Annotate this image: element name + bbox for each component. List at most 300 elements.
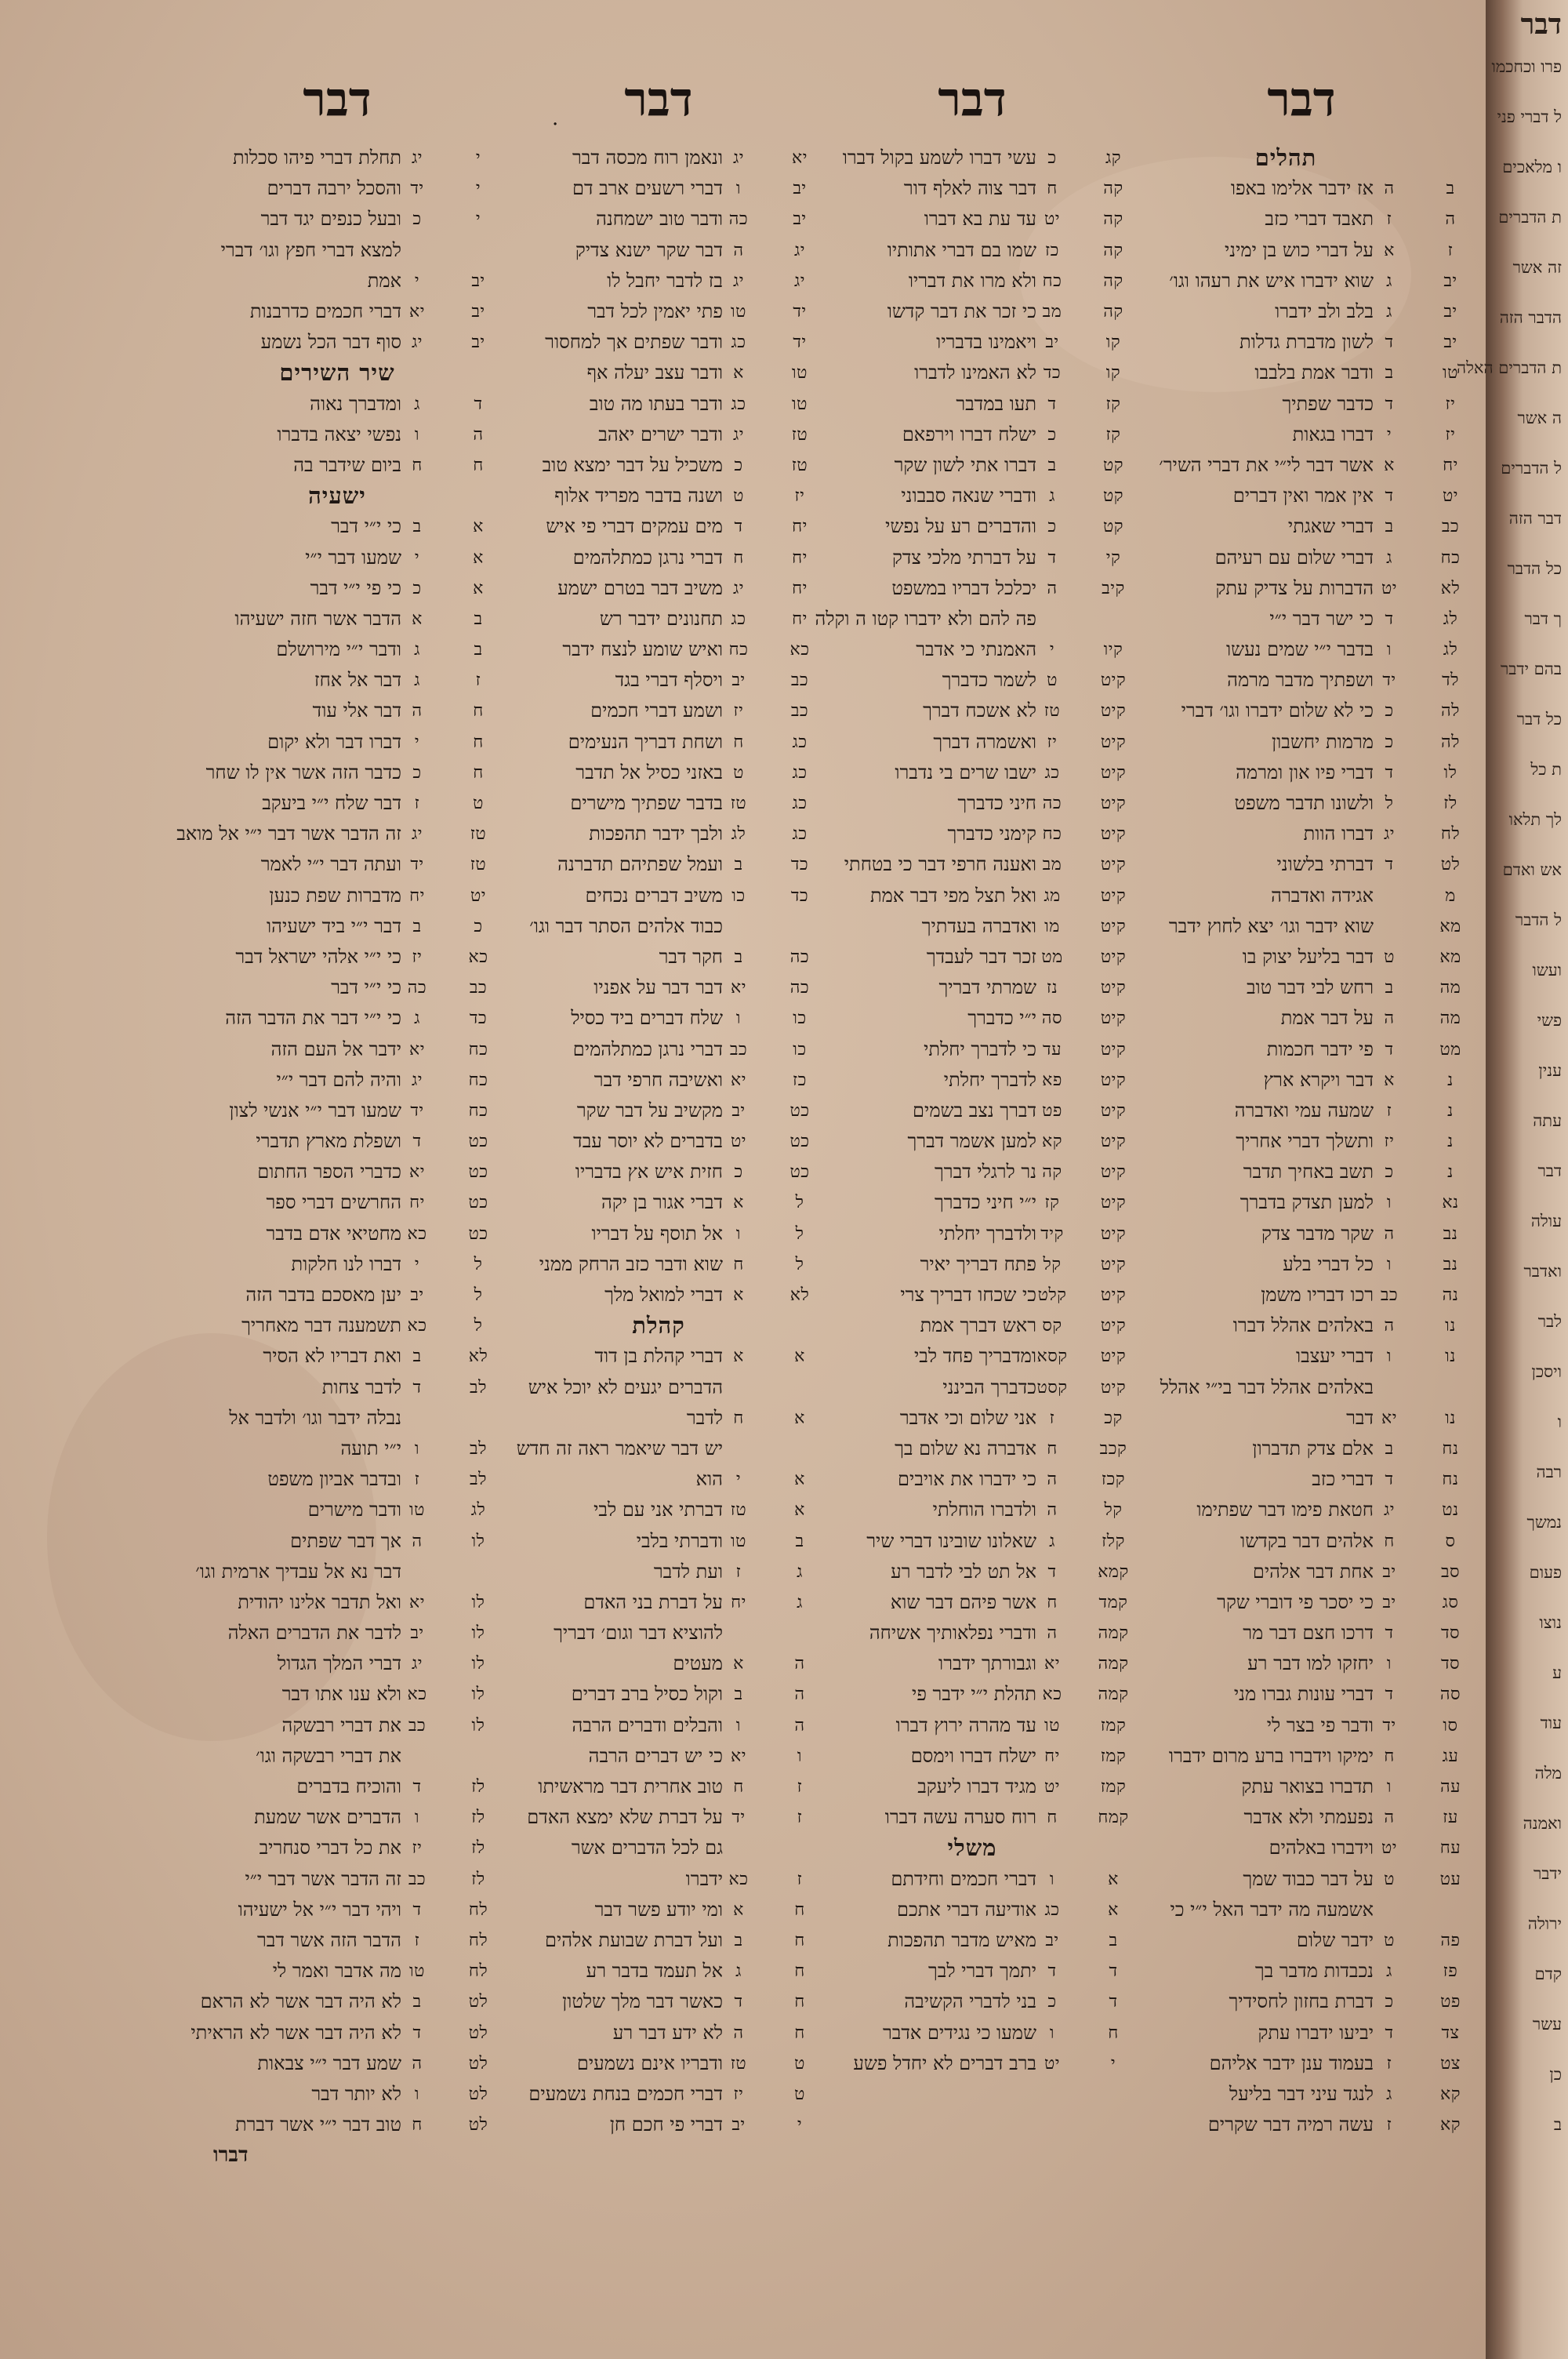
concordance-entry [172,1895,502,1925]
entry-text: ושפלת מארץ תדברי [256,1130,401,1153]
concordance-entry [1145,1280,1474,1310]
chapter-number: קט [1102,517,1124,537]
concordance-entry [172,881,502,911]
verse-reference [723,1925,823,1956]
entry-text: דבר בליעל יצוק בו [1242,945,1374,968]
chapter-number: קג [1105,148,1122,169]
concordance-entry [172,1341,502,1372]
verse-reference [723,1741,823,1772]
verse-number: ד [1385,762,1394,783]
entry-text: ויסלף דברי בגד [615,669,723,692]
chapter-number: לו [471,1623,485,1644]
concordance-entry [808,542,1137,572]
verse-reference [401,819,502,849]
entry-text: דברי שלום עם רעיהם [1214,546,1374,569]
concordance-entry [172,1219,502,1249]
entry-text: נבלה ידבר וגו׳ ולדבר אל [229,1406,401,1429]
verse-number: ד [734,1992,743,2012]
concordance-column-2 [808,143,1137,2166]
concordance-entry [808,1280,1137,1310]
verse-reference [1374,327,1474,358]
verse-reference [723,972,823,1003]
concordance-entry [1145,266,1474,296]
chapter-number: נא [1442,1193,1459,1213]
chapter-number: טו [792,394,808,414]
entry-text: ודבר י״י מירושלם [276,638,401,661]
verse-reference [1036,1895,1137,1925]
concordance-entry [172,2017,502,2048]
concordance-entry [494,942,823,972]
verse-reference [723,1864,823,1895]
concordance-entry [172,1679,502,1710]
concordance-entry [494,1833,823,1863]
verse-number: יג [732,271,745,291]
chapter-number: יג [793,240,806,260]
verse-number: יב [1045,333,1059,353]
chapter-number: ח [794,1961,805,1982]
concordance-entry [172,143,502,173]
entry-text: דברו הוות [1303,823,1374,845]
verse-number: ה [733,2023,744,2043]
book-section-heading [494,1310,823,1341]
concordance-entry [172,696,502,726]
concordance-entry [494,1802,823,1833]
verse-number: ח [1047,1808,1058,1828]
concordance-entry [808,1648,1137,1679]
concordance-entry [494,849,823,880]
chapter-number: כו [793,1039,807,1060]
facing-page-fragment: עתה [1533,1111,1562,1130]
verse-number: עד [1042,1039,1062,1060]
verse-number: טו [409,1961,425,1982]
concordance-entry [172,420,502,450]
chapter-number: ה [1445,209,1456,230]
verse-reference [1036,758,1137,788]
verse-number: ח [733,547,744,568]
verse-number: ו [1386,1347,1392,1367]
verse-reference [1374,1341,1474,1372]
concordance-entry [494,1895,823,1925]
facing-page-fragment: ת כל [1530,760,1562,779]
facing-page-fragment: ך דבר [1524,609,1562,628]
concordance-entry [808,604,1137,634]
entry-text: ומדבריך פחד לבי [913,1345,1036,1368]
verse-number: ב [1047,455,1057,475]
concordance-entry [494,1403,823,1434]
concordance-entry [1145,1648,1474,1679]
entry-text: יתמך דברי לבך [928,1960,1036,1983]
verse-reference [1374,758,1474,788]
concordance-entry [1145,1249,1474,1280]
chapter-number: קמה [1098,1685,1129,1705]
verse-number: ה [1384,1009,1395,1029]
verse-reference [1036,1618,1137,1648]
chapter-number: ל [795,1193,804,1213]
concordance-entry [172,1372,502,1403]
verse-reference [723,1526,823,1557]
verse-number: קלט [1037,1285,1067,1306]
verse-number: כח [1042,824,1062,845]
concordance-entry [494,1434,823,1464]
chapter-number: צד [1441,2023,1460,2043]
verse-number: ב [1385,363,1394,383]
chapter-number: ב [474,609,483,629]
chapter-number: לג [470,1500,486,1521]
concordance-entry [494,911,823,942]
chapter-number: א [473,517,484,537]
verse-reference [1374,1187,1474,1218]
verse-number: מו [1044,916,1060,936]
verse-reference [1374,1710,1474,1741]
verse-reference [401,1372,502,1403]
verse-reference [723,1034,823,1065]
facing-page-fragment: אש ואדם [1502,860,1562,879]
concordance-entry [1145,788,1474,819]
concordance-entry [172,389,502,420]
concordance-entry [1145,1557,1474,1587]
book-section-heading [172,481,502,511]
chapter-number: קה [1103,271,1123,291]
verse-number: יב [1382,1561,1396,1582]
concordance-entry [172,942,502,972]
book-section-heading [808,1833,1137,1863]
verse-number: יד [410,855,424,875]
verse-number: ז [414,1930,420,1950]
chapter-number: י [475,209,481,230]
entry-text: תהלת י״י ידבר פי [912,1683,1036,1706]
concordance-entry [494,1187,823,1218]
verse-number: קל [1043,1254,1062,1274]
verse-reference [723,204,823,234]
verse-number: יט [1044,2053,1061,2074]
chapter-number: לא [468,1347,488,1367]
concordance-entry [1145,1126,1474,1157]
chapter-number: לו [471,1654,485,1674]
verse-reference [401,1310,502,1341]
verse-reference [401,665,502,696]
entry-text: ודברי נפלאותיך אשיחה [869,1622,1036,1645]
verse-reference [1036,1034,1137,1065]
chapter-number: יב [471,333,485,353]
verse-number: ג [1386,1961,1392,1982]
verse-number: ד [1385,394,1394,414]
verse-reference [401,1864,502,1895]
concordance-entry [1145,1434,1474,1464]
verse-number: יז [412,947,423,967]
verse-reference [1036,450,1137,481]
entry-text: ולבך ידבר תהפכות [589,823,723,845]
concordance-entry [808,204,1137,234]
verse-number: כ [1047,1992,1057,2012]
verse-reference [723,2079,823,2110]
verse-reference [723,1587,823,1618]
verse-reference [401,1495,502,1525]
verse-reference [401,849,502,880]
entry-text: ויאמינו בדבריו [936,331,1036,354]
concordance-entry [1145,665,1474,696]
concordance-entry [1145,2079,1474,2110]
concordance-entry [1145,481,1474,511]
chapter-number: קכ [1104,1408,1123,1428]
chapter-number: יט [470,885,487,906]
verse-number: י [1049,640,1055,660]
verse-number: קסט [1036,1377,1068,1398]
concordance-entry [808,972,1137,1003]
chapter-number: צט [1440,2053,1461,2074]
entry-text: הדבר אשר חזה ישעיהו [234,607,401,630]
verse-number: י [735,1470,742,1490]
entry-text: כי יסכר פי דוברי שקר [1217,1590,1374,1613]
entry-text: ידברו [685,1867,723,1890]
verse-reference [1036,881,1137,911]
verse-reference [1036,235,1137,266]
chapter-number: מ [1445,885,1456,906]
entry-text: יען מאסכם בדבר הזה [245,1284,401,1307]
concordance-entry [808,1864,1137,1895]
entry-text: ולא מרו את דבריו [908,269,1036,292]
verse-reference [723,481,823,511]
verse-number: יט [1381,578,1398,598]
verse-number: ד [1385,1685,1394,1705]
verse-reference [401,296,502,327]
facing-page-fragment: ת הדברים [1498,208,1562,227]
verse-number: יד [731,1808,746,1828]
entry-text: דבר דבר על אפניו [593,976,723,999]
verse-number: ב [412,916,422,936]
entry-text: טוב דבר י״י אשר דברת [234,2114,401,2136]
verse-reference [1036,1986,1137,2017]
verse-reference [723,942,823,972]
verse-number: יא [409,302,425,322]
entry-text: יכלכל דבריו במשפט [891,576,1036,599]
concordance-entry [172,173,502,204]
entry-text: ודבר פי בצר לי [1266,1714,1374,1736]
concordance-entry [494,604,823,634]
verse-number: יג [411,1654,423,1674]
concordance-entry [808,1341,1137,1372]
entry-text: בלב ולב ידברו [1275,300,1374,323]
chapter-number: כג [792,762,808,783]
entry-text: כי ישר דבר י״י [1269,607,1374,630]
verse-reference [1374,1065,1474,1096]
chapter-number: פה [1440,1930,1461,1950]
verse-reference [401,2110,502,2140]
entry-text: נפשי יצאה בדברו [277,423,401,445]
verse-reference [1036,1526,1137,1557]
chapter-number: י [1110,2053,1116,2074]
verse-reference [401,2079,502,2110]
verse-reference [1374,1833,1474,1863]
verse-reference [1036,665,1137,696]
verse-number: ז [1386,2115,1392,2135]
chapter-number: לו [471,1592,485,1612]
chapter-number: ס [1445,1531,1456,1551]
concordance-entry [1145,604,1474,634]
verse-number: יב [410,1623,424,1644]
concordance-entry [172,1280,502,1310]
verse-number: יז [733,701,744,722]
entry-text: ודבר ישרים יאהב [598,423,723,445]
verse-number: ו [1386,1777,1392,1797]
entry-text: על דברתי מלכי צדק [892,546,1036,569]
entry-text: דברתי אני עם לבי [593,1499,723,1521]
verse-reference [401,1618,502,1648]
verse-number: ד [412,1899,422,1920]
entry-text: להוציא דבר וגום׳ דבריך [554,1622,723,1645]
entry-text: בני לדברי הקשיבה [904,1990,1036,2013]
chapter-number: כד [790,855,809,875]
verse-number: קיד [1040,1223,1064,1244]
verse-reference [723,1280,823,1310]
facing-page-fragment: רבה [1536,1463,1562,1481]
verse-reference [401,1280,502,1310]
verse-reference [1036,1741,1137,1772]
verse-reference [1036,1802,1137,1833]
concordance-entry [1145,758,1474,788]
entry-text: ימיקו וידברו ברע מרום ידברו [1168,1744,1374,1767]
verse-reference [1374,2018,1474,2048]
verse-reference [401,604,502,634]
chapter-number: כט [468,1223,488,1244]
verse-reference [1036,1219,1137,1249]
entry-text: כי י״י דבר [331,515,401,538]
verse-number: כז [1045,240,1059,260]
concordance-entry [1145,727,1474,758]
chapter-number: ז [797,1808,803,1828]
facing-page-fragment: דבר הזה [1508,509,1562,528]
concordance-entry [1145,2048,1474,2079]
concordance-entry [172,1587,502,1618]
verse-reference [1036,1003,1137,1034]
entry-text: כי שכחו דבריך צרי [900,1284,1036,1307]
entry-text: שוא ודבר כזב הרחק ממני [539,1252,723,1275]
verse-reference [723,1096,823,1126]
verse-number: יג [1383,824,1396,845]
concordance-entry [494,204,823,234]
concordance-entry [808,450,1137,481]
concordance-entry [1145,1157,1474,1187]
verse-reference [401,1126,502,1157]
entry-text: אמת [367,269,401,292]
verse-number: יא [731,1746,746,1766]
entry-text: מה אדבר ואמר לי [272,1960,401,1983]
verse-number: כב [408,1715,426,1736]
verse-number: יז [733,2084,744,2104]
chapter-number: לו [471,1685,485,1705]
entry-text: ואל תדבר אלינו יהודית [238,1590,401,1613]
concordance-entry [1145,1341,1474,1372]
verse-reference [1036,1372,1137,1403]
verse-number: ג [735,1961,742,1982]
chapter-number: כט [789,1132,810,1152]
verse-reference [1374,819,1474,849]
facing-page-fragment: פרו וכחכמו [1491,57,1562,76]
verse-reference [723,173,823,204]
verse-number: כ [734,1162,743,1183]
column-header-3: . דבר [552,72,693,130]
chapter-number: קו [1105,333,1121,353]
verse-reference [1036,1341,1137,1372]
concordance-entry [808,1065,1137,1096]
verse-reference [1374,173,1474,204]
verse-reference [1374,543,1474,573]
entry-text: תחלת דברי פיהו סכלות [233,147,401,169]
verse-number: יג [732,424,745,445]
chapter-number: כח [468,1039,488,1060]
verse-reference [401,1341,502,1372]
entry-text: כי ידברו את אויבים [898,1468,1036,1491]
verse-number: יז [1384,1132,1395,1152]
entry-text: דברת בחזון לחסידיך [1229,1990,1374,2013]
concordance-entry [172,972,502,1003]
concordance-entry [172,634,502,665]
verse-number: ו [735,179,742,199]
entry-text: דבר אלי עוד [312,700,401,722]
verse-number: ג [414,671,420,691]
verse-reference [723,143,823,173]
chapter-number: לז [471,1808,485,1828]
chapter-number: מה [1439,1009,1461,1029]
chapter-number: נה [1442,1285,1459,1306]
entry-text: שמעו דבר י״י [305,546,401,569]
verse-number: כה [1042,794,1062,814]
chapter-number: לא [789,1285,810,1306]
chapter-number: ל [795,1223,804,1244]
facing-page-fragment: לך תלאו [1508,810,1562,829]
entry-text: אשמעה מה ידבר האל י״י כי [1170,1898,1374,1921]
verse-number: קא [1042,1132,1062,1152]
verse-reference [1374,511,1474,542]
entry-text: הדברות על צדיק עתק [1215,576,1374,599]
concordance-entry [808,1157,1137,1187]
verse-reference [401,573,502,604]
chapter-number: לז [471,1838,485,1859]
entry-text: פי ידבר חכמות [1266,1038,1374,1060]
chapter-number: ט [473,794,484,814]
entry-text: תדברו בצואר עתק [1241,1776,1374,1798]
entry-text: פתח דבריך יאיר [920,1252,1036,1275]
verse-number: פט [1042,1100,1062,1121]
concordance-entry [808,1557,1137,1587]
verse-number: יא [1044,1654,1060,1674]
entry-text: תשב באחיך תדבר [1243,1161,1374,1183]
verse-number: ג [1386,271,1392,291]
verse-reference [401,1710,502,1741]
chapter-number: קיט [1100,916,1127,936]
concordance-entry [1145,1956,1474,1986]
entry-text: ועת לדבר [653,1560,723,1583]
verse-number: ו [414,1438,420,1459]
verse-number: ד [1385,2023,1394,2043]
verse-reference [1036,1648,1137,1679]
concordance-entry [1145,972,1474,1003]
facing-page-fragment: ל הדברים [1501,459,1562,478]
entry-text: בז לדבר יחבל לו [607,269,723,292]
verse-reference [1036,727,1137,758]
entry-text: דברי פיו און ומרמה [1236,761,1374,783]
verse-reference [723,296,823,327]
entry-text: והבלים ודברים הרבה [572,1714,723,1736]
verse-reference [401,1187,502,1218]
verse-number: ט [733,762,744,783]
concordance-entry [494,1464,823,1495]
facing-page-fragment: עולה [1530,1212,1562,1230]
verse-number: ט [1384,1930,1395,1950]
concordance-entry [494,1126,823,1157]
verse-reference [401,1157,502,1187]
concordance-entry [172,1557,502,1587]
chapter-number: לו [1443,762,1457,783]
